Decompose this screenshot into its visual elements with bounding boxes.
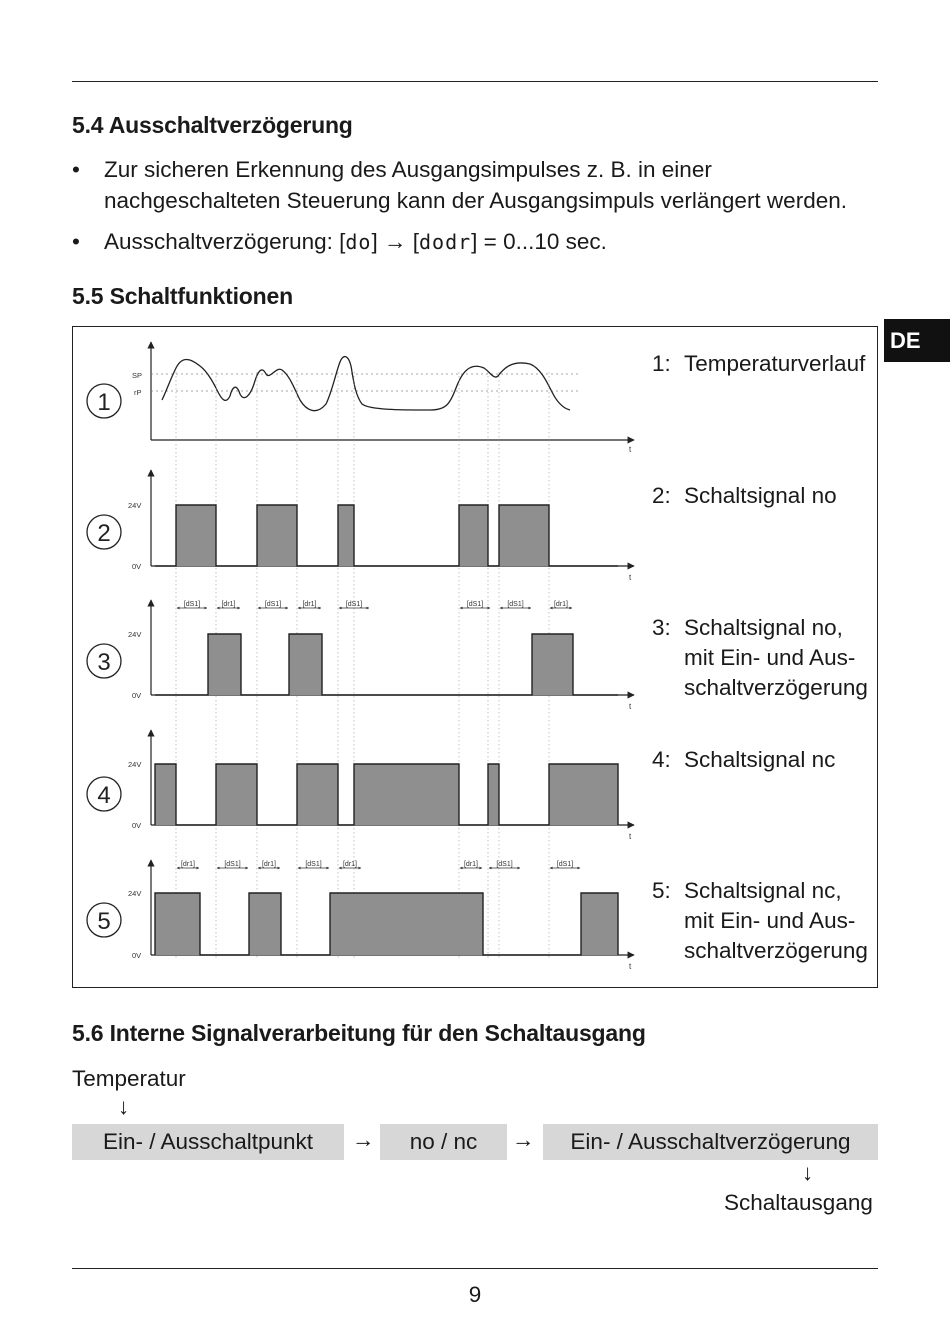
page-number: 9	[468, 1282, 482, 1307]
row-2-0v-label: 0V	[132, 562, 142, 571]
row-5-delay-label-2: [dr1]	[261, 861, 277, 868]
row-5-pulse-1	[249, 893, 281, 955]
row-4-pulse-5	[549, 764, 618, 825]
flow-box-switch-point: Ein- / Ausschaltpunkt	[72, 1124, 344, 1160]
bullet-2-suffix: ] = 0...10 sec.	[471, 229, 607, 254]
bullet-2-mid: ] → [	[371, 229, 419, 254]
row-3-t-label: t	[629, 702, 632, 711]
row-3-delay-label-0: [dS1]	[183, 601, 201, 608]
row-3-delay-label-5: [dS1]	[466, 601, 484, 608]
bullet-dot: •	[72, 157, 80, 182]
row-5-delay-label-6: [dS1]	[496, 861, 513, 868]
row-5-t-label: t	[629, 962, 632, 971]
row-5-pulse-2	[330, 893, 483, 955]
right-arrow-icon: →	[512, 1127, 535, 1152]
flow-box-no-nc: no / nc	[380, 1124, 507, 1160]
row-4-pulse-3	[354, 764, 459, 825]
row-4-24v-label: 24V	[128, 760, 142, 769]
row-1-temperature	[87, 342, 634, 454]
legend-3-number: 3:	[652, 615, 671, 640]
row-4-pulse-1	[216, 764, 257, 825]
row-5-0v-label: 0V	[132, 951, 142, 960]
row-4-pulse-0	[155, 764, 176, 825]
section-5-4-heading: 5.4 Ausschaltverzögerung	[72, 112, 353, 138]
row-3-signal	[87, 600, 634, 711]
footer-rule	[72, 1268, 878, 1269]
temperature-curve	[162, 357, 570, 411]
right-arrow-icon: →	[352, 1127, 375, 1152]
row-5-delay-label-7: [dS1]	[556, 861, 574, 868]
row-4-pulse-4	[488, 764, 499, 825]
row-4-pulse-2	[297, 764, 338, 825]
flow-input-label: Temperatur	[72, 1066, 186, 1091]
flow-box-delay: Ein- / Ausschaltverzögerung	[543, 1124, 878, 1160]
legend-1-text: Temperaturverlauf	[684, 351, 866, 376]
row-5-delay-label-0: [dr1]	[180, 861, 196, 868]
row-2-signal-line	[155, 505, 618, 566]
row-4-0v-label: 0V	[132, 821, 142, 830]
row-3-delay-label-6: [dS1]	[507, 601, 524, 608]
section-5-5-heading: 5.5 Schaltfunktionen	[72, 283, 293, 309]
legend-1-number: 1:	[652, 351, 671, 376]
legend-2-text: Schaltsignal no	[684, 483, 837, 508]
row-1-number: 1	[97, 389, 111, 416]
section-5-6-heading: 5.6 Interne Signalverarbeitung für den Schaltausgang	[72, 1020, 646, 1046]
legend-4-text: Schaltsignal nc	[684, 747, 836, 772]
row-5-24v-label: 24V	[128, 889, 142, 898]
row-2-pulse-4	[499, 505, 549, 566]
legend-5-text: Schaltsignal nc, mit Ein- und Aus- schaltverzögerung	[684, 878, 868, 963]
row-2-pulse-1	[257, 505, 297, 566]
row-3-number: 3	[97, 649, 111, 676]
row-4-t-label: t	[629, 832, 632, 841]
row-3-pulse-0	[208, 634, 241, 695]
row-5-number: 5	[97, 908, 111, 935]
row-2-number: 2	[97, 520, 111, 547]
row-2-t-label: t	[629, 573, 632, 582]
row-3-delay-label-7: [dr1]	[553, 601, 569, 608]
row-3-delay-label-4: [dS1]	[345, 601, 363, 608]
row-3-24v-label: 24V	[128, 630, 142, 639]
row-3-delay-label-1: [dr1]	[221, 601, 236, 608]
legend-3-text: Schaltsignal no, mit Ein- und Aus- schaltverzögerung	[684, 615, 868, 700]
code-do: do	[345, 230, 372, 254]
row-5-pulse-3	[581, 893, 618, 955]
bullet-text-1: Zur sicheren Erkennung des Ausgangsimpulses z. B. in einer nachgeschalteten Steuerung kann der Ausgangsimpuls verlängert werden.	[104, 157, 847, 213]
row-5-delay-label-1: [dS1]	[224, 861, 241, 868]
row-2-pulse-0	[176, 505, 216, 566]
row-5-delay-label-5: [dr1]	[463, 861, 479, 868]
legend-4-number: 4:	[652, 747, 671, 772]
legend-2-number: 2:	[652, 483, 671, 508]
row-2-pulse-3	[459, 505, 488, 566]
down-arrow-icon: ↓	[802, 1160, 814, 1185]
row-3-delay-label-3: [dr1]	[302, 601, 317, 608]
row-4-number: 4	[97, 782, 111, 809]
row-3-pulse-1	[289, 634, 322, 695]
legend-5-number: 5:	[652, 878, 671, 903]
bullet-dot: •	[72, 229, 80, 254]
down-arrow-icon: ↓	[118, 1094, 130, 1119]
row-4-signal	[87, 730, 634, 841]
row-3-0v-label: 0V	[132, 691, 142, 700]
row-5-pulse-0	[155, 893, 200, 955]
row-5-delay-label-4: [dr1]	[342, 861, 358, 868]
row-5-signal	[87, 860, 634, 971]
flow-output-label: Schaltausgang	[724, 1190, 873, 1215]
language-tab: DE	[884, 319, 950, 362]
sp-label: SP	[132, 371, 143, 380]
row-3-pulse-2	[532, 634, 573, 695]
rp-label: rP	[134, 388, 142, 397]
code-dodr: dodr	[419, 230, 472, 254]
row-3-delay-label-2: [dS1]	[264, 601, 282, 608]
row-2-pulse-2	[338, 505, 354, 566]
row-2-signal	[87, 470, 634, 582]
row-2-24v-label: 24V	[128, 501, 142, 510]
bullet-2-prefix: Ausschaltverzögerung: [	[104, 229, 346, 254]
row-5-delay-label-3: [dS1]	[305, 861, 322, 868]
row-1-t-label: t	[629, 445, 632, 454]
